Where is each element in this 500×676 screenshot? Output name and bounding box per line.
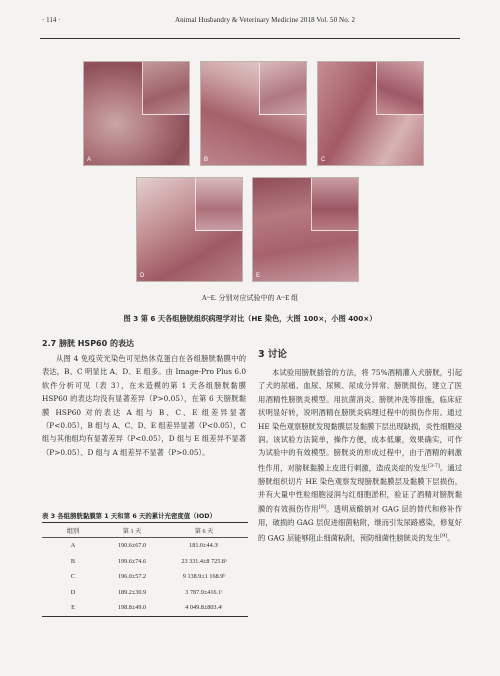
micrograph-d bbox=[136, 177, 243, 282]
table-cell: C bbox=[70, 573, 76, 581]
table-cell: 198.8±49.0 bbox=[104, 600, 160, 616]
table-cell: 23 331.4±8 725.8ᵃ bbox=[181, 557, 227, 565]
iod-table bbox=[42, 522, 248, 617]
table-cell: 181.0±44.3ᶜ bbox=[189, 542, 219, 550]
citation: [9] bbox=[440, 532, 448, 539]
table-cell: 199.6±74.6 bbox=[117, 557, 147, 565]
discussion-text-4: 。 bbox=[447, 533, 455, 543]
column-header: 第 6 天 bbox=[160, 523, 248, 538]
table-cell: 4 049.8±803.4ᶜ bbox=[160, 600, 248, 616]
panel-label-c: C bbox=[321, 157, 326, 163]
table-cell: A bbox=[70, 542, 76, 550]
citation: [8] bbox=[318, 504, 326, 511]
figure-caption: 图 3 第 6 天各组膀胱组织病理学对比（HE 染色，大图 100×，小图 400×） bbox=[123, 314, 377, 323]
micrograph-a bbox=[83, 61, 190, 166]
table-cell: 189.2±30.9 bbox=[117, 588, 147, 596]
table-row bbox=[42, 585, 248, 601]
table-cell: 9 138.9±1 168.9ᵇ bbox=[182, 573, 226, 581]
micrograph-c-inset bbox=[376, 62, 423, 115]
table-cell: E bbox=[42, 600, 104, 616]
discussion-paragraph bbox=[258, 366, 462, 545]
discussion-text-1: 本试验用膀胱插管的方法，将 75%酒精灌入犬膀胱，引起了犬的尿痛、血尿、尿频、尿成分异常、膀胱损伤，建立了医用酒精性膀胱炎模型。用抗菌消炎、膀胱冲洗等措施，临床症状明显好转，说明酒精在膀胱炎病理过程中的损伤作用。通过 HE 染色观察膀胱发现黏膜层及黏膜下层出现缺损，炎性细胞浸润。该试验方法简单，操作方便，成本低廉，效果确实，可作为试验中的有效模型。膀胱炎的形成过程中，由于酒精的刺激性作用，对膀胱黏膜上皮进行刺激，造成炎症的发生 bbox=[258, 368, 462, 473]
micrograph-d-inset bbox=[195, 178, 242, 231]
micrograph-a-inset bbox=[142, 62, 189, 115]
panel-label-a: A bbox=[87, 157, 92, 163]
discussion-text-3: 。透明质酸钠对 GAG 层的替代和修补作用，破损的 GAG 层促进细菌粘附，继而引发尿路感染，修复好的 GAG 层能够阻止细菌粘附，预防细菌性膀胱炎的发生 bbox=[258, 504, 462, 543]
figure-subcaption: A~E. 分别对应试验中的 A~E 组 bbox=[201, 294, 299, 302]
hsp60-paragraph: 从图 4 免疫荧光染色可见热休克蛋白在各组膀胱黏膜中的表达，B、C 明显比 A、D、E 组多。由 Image-Pro Plus 6.0 软件分析可见（表 3），在未造模的第 1 天各组膀胱黏膜 HSP60 的表达均没有显著差异（P>0.05），在第 6 天膀胱黏膜 HSP60 对的表达 A 组与 B、C、E 组差异显著（P<0.05），B 组与 A、C、D、E 组差异显著（P<0.05），C 组与其他组均有显著差异（P<0.05），D 组与 E 组差异不显著（P>0.05）、D 组与 A 组差异不显著（P>0.05）。 bbox=[42, 354, 246, 457]
panel-label-e: E bbox=[256, 273, 261, 279]
micrograph-b bbox=[200, 61, 307, 166]
table-row bbox=[42, 600, 248, 616]
table-cell: 196.0±57.2 bbox=[117, 573, 147, 581]
table-header-row bbox=[42, 523, 248, 538]
micrograph-b-inset bbox=[259, 62, 306, 115]
panel-label-b: B bbox=[204, 157, 209, 163]
table-cell: 3 787.9±416.1ᶜ bbox=[185, 588, 223, 596]
header-rule bbox=[40, 38, 460, 39]
panel-label-d: D bbox=[140, 273, 145, 279]
micrograph-e-inset bbox=[311, 178, 358, 231]
micrograph-c bbox=[317, 61, 424, 166]
discussion-text-2: 。通过膀胱组织切片 HE 染色观察发现膀胱黏膜层及黏膜下层损伤，并有大量中性粒细胞浸润与红细胞淤积，验证了酒精对膀胱黏膜的有效损伤作用 bbox=[258, 463, 463, 514]
section-title-hsp60: 2.7 膀胱 HSP60 的表达 bbox=[42, 339, 134, 348]
running-header bbox=[0, 14, 500, 28]
table-row bbox=[42, 569, 248, 585]
table-cell: B bbox=[70, 557, 76, 565]
section-title-discussion: 3 讨论 bbox=[258, 349, 287, 360]
citation: [3-7] bbox=[427, 462, 440, 469]
page-number: · 114 · bbox=[42, 16, 61, 24]
micrograph-e bbox=[252, 177, 359, 282]
table-cell: D bbox=[70, 588, 76, 596]
table-title: 表 3 各组膀胱黏膜第 1 天和第 6 天的累计光密度值（IOD） bbox=[42, 512, 217, 520]
table-row bbox=[42, 554, 248, 570]
table-row bbox=[42, 538, 248, 554]
column-header: 第 1 天 bbox=[104, 523, 160, 538]
journal-title: Animal Husbandry & Veterinary Medicine 2018 Vol. 50 No. 2 bbox=[175, 16, 356, 24]
table-cell: 190.6±67.0 bbox=[117, 542, 147, 550]
column-header: 组别 bbox=[42, 523, 104, 538]
